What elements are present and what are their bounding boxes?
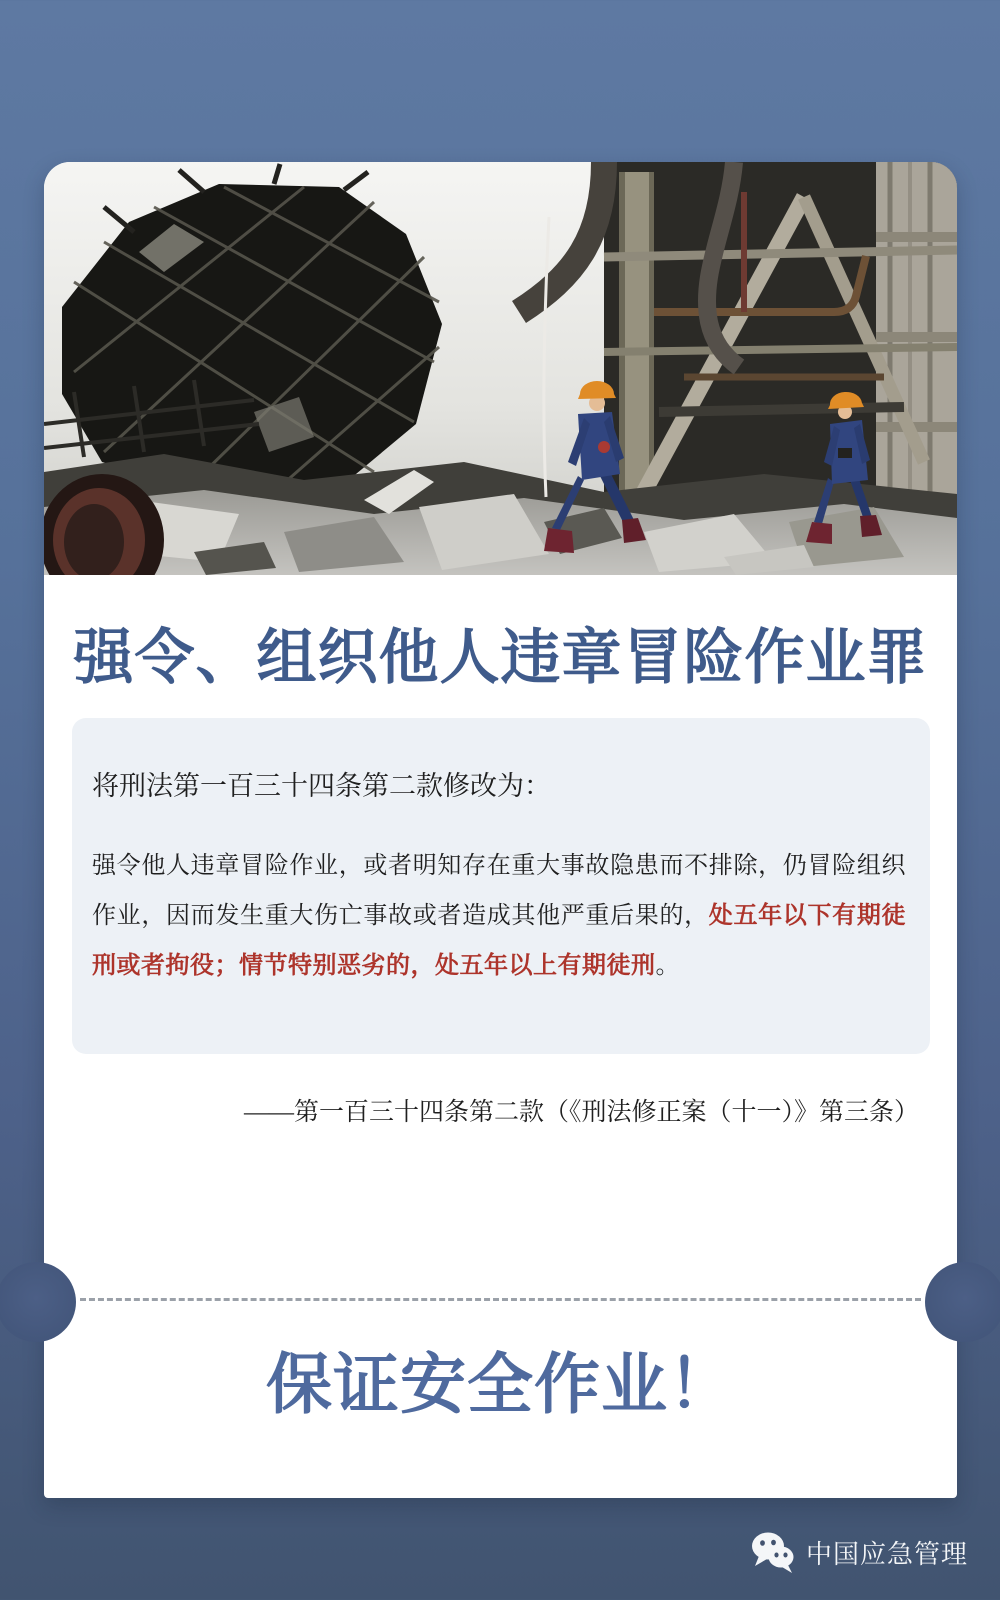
crime-title: 强令、组织他人违章冒险作业罪	[73, 625, 928, 691]
law-body-black: 强令他人违章冒险作业，或者明知存在重大事故隐患而不排除，仍冒险组织作业，因而发生重大伤亡事故或者造成其他严重后果的，	[92, 853, 906, 929]
ticket-notch-right	[925, 1262, 1000, 1342]
law-body-red: 处五年以下有期徒刑或者拘役；情节特别恶劣的，处五年以上有期徒刑	[92, 903, 906, 979]
wechat-logo-icon	[750, 1529, 796, 1575]
law-text-box	[72, 718, 930, 1054]
law-body-tail: 。	[655, 953, 680, 979]
law-intro: 将刑法第一百三十四条第二款修改为：	[92, 771, 551, 801]
poster-card	[44, 162, 957, 1498]
dashed-divider	[80, 1298, 921, 1301]
safety-slogan: 保证安全作业！	[266, 1347, 735, 1421]
accident-photo	[44, 162, 957, 575]
footer	[750, 1522, 968, 1582]
law-attribution: ——第一百三十四条第二款（《刑法修正案（十一）》第三条）	[243, 1099, 919, 1126]
law-body	[92, 841, 906, 991]
account-name: 中国应急管理	[805, 1538, 968, 1569]
